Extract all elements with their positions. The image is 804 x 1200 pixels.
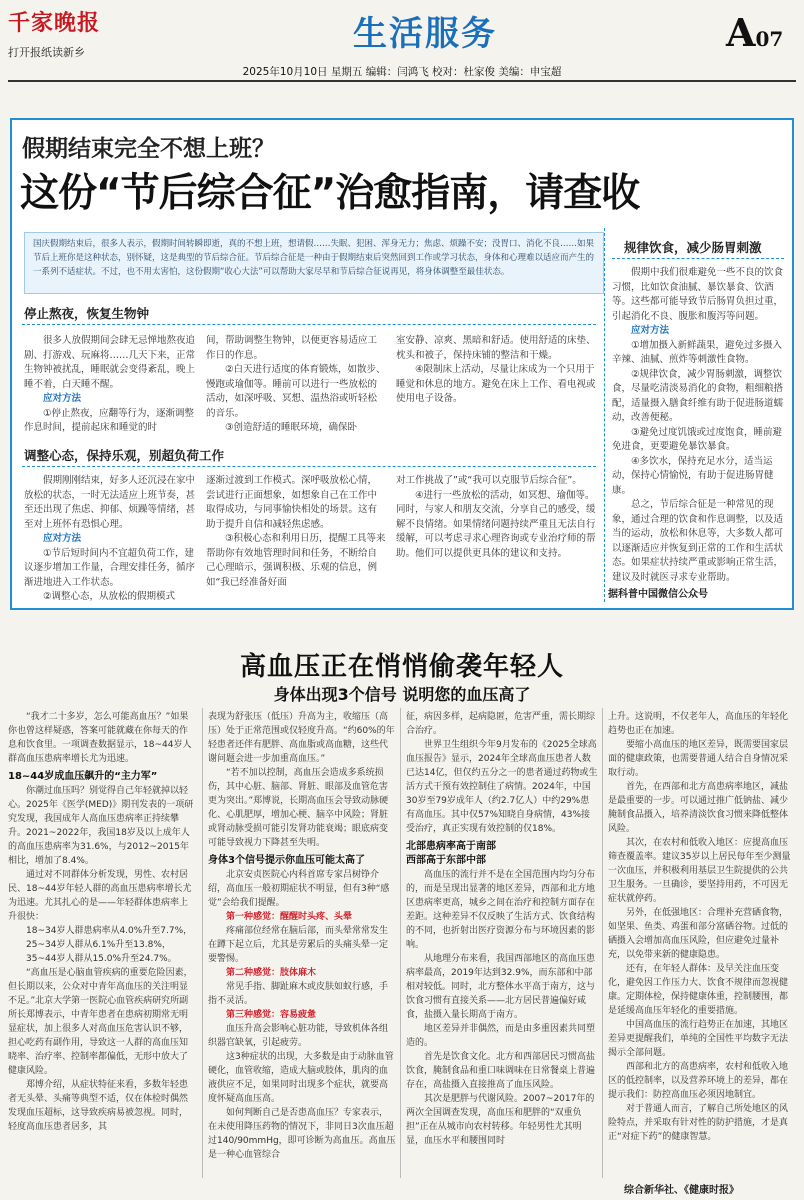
newspaper-logo: 千家晚报 [8, 10, 101, 36]
paragraph: 上升。这说明，不仅老年人，高血压的年轻化趋势也正在加速。 [608, 712, 789, 736]
paragraph: 西部和北方的高患病率，农村和低收入地区的低控制率，以及营养环境上的差异，都在提示我们：防控高血压必须因地制宜。 [608, 1062, 789, 1100]
paragraph: 对工作挑战了”或“我可以克服节后综合征”。 [396, 475, 582, 486]
article2-col3 [406, 710, 598, 1196]
masthead [0, 0, 804, 80]
paragraph: 这3种症状的出现，大多数是由于动脉血管硬化，血管收缩，造成大脑或肢体，肌肉的血液供应不足，如果同时出现多个症状，就要高度怀疑高血压高。 [208, 1052, 394, 1104]
paragraph: 从地理分布来看，我国西部地区的高血压患病率最高，2019年达到32.9%，而东部和中部相对较低。同时，北方整体水平高于南方，这与饮食习惯有直接关系——北方居民普遍偏好咸食，盐摄入量长期高于南方。 [406, 954, 596, 1020]
paragraph: 假期中我们很难避免一些不良的饮食习惯，比如饮食油腻、暴饮暴食、饮酒等。这些都可能导致节后肠胃负担过重，引起消化不良、腹胀和腹泻等问题。 [612, 267, 784, 322]
paragraph: 你潮过血压吗？别觉得自己年轻就掉以轻心。2025年《医学(MED)》期刊发表的一项研究发现，我国成年人高血压患病率正持续攀升。2021~2022年，我国18岁及以上成年人的高血压患病率为31.6%，与2012~2015年相比，增加了8.4%。 [8, 786, 194, 866]
stat-line: 18~34岁人群患病率从4.0%升至7.7%， [26, 926, 193, 936]
sec1-col1 [24, 334, 196, 446]
page-number [726, 10, 783, 55]
paragraph: ①增加摄入新鲜蔬果，避免过多摄入辛辣、油腻、煎炸等刺激性食物。 [612, 339, 783, 365]
subheading: 北部患病率高于南部 [406, 841, 496, 852]
paragraph: “我才二十多岁，怎么可能高血压？”如果你也曾这样疑惑，答案可能就藏在你每天的作息和饮食里。一项调查数据显示，18~44岁人群高血压患病率增长尤为迅速。 [8, 712, 192, 764]
subheading: 身体3个信号提示你血压可能太高了 [208, 855, 365, 866]
paragraph: 表现为舒张压（低压）升高为主，收缩压（高压）处于正常范围或仅轻度升高。“约60%的年轻患者还伴有肥胖、高血脂或高血糖，这些代谢问题会进一步加重高血压。” [208, 712, 395, 764]
paragraph: 血压升高会影响心脏功能，导致机体各组织器官缺氧，引起疲劳。 [208, 1024, 389, 1048]
paragraph: 征，病因多样，起病隐匿，危害严重，需长期综合治疗。 [406, 712, 596, 736]
paragraph: 通过对不同群体分析发现，男性、农村居民、18~44岁年轻人群的高血压患病率增长尤为迅速。尤其扎心的是——年轻群体患病率上升很快： [8, 870, 192, 922]
paragraph: 高血压的流行并不是在全国范围内均匀分布的，而是呈现出显著的地区差异，西部和北方地区患病率更高，城乡之间在治疗和控制方面存在差距。这种差异不仅反映了生活方式、饮食结构的不同，也折射出医疗资源分布与环境因素的影响。 [406, 870, 596, 950]
paragraph: ④限制床上活动，尽量让床成为一个只用于睡觉和休息的地方。避免在床上工作、看电视或使用电子设备。 [396, 364, 596, 404]
paragraph: “高血压是心脑血管疾病的重要危险因素，但长期以来，公众对中青年高血压的关注明显不足。”北京大学第一医院心血管疾病研究所副所长郑博表示，中青年患者在患病初期常无明显症状，加上很多人对高血压危害认识不够，担心吃药有副作用，导致这一人群的高血压知晓率、治疗率、控制率都偏低，无形中放大了健康风险。 [8, 968, 193, 1076]
paragraph: “若不加以控制，高血压会造成多系统损伤，其中心脏、脑部、肾脏、眼部及血管危害更为突出。”郑博说，长期高血压会导致动脉硬化、心肌肥厚，增加心梗、脑卒中风险；肾脏或肾动脉受损可能引发肾功能衰竭；眼底病变可能导致视力下降甚至失明。 [208, 768, 389, 848]
paragraph: 总之，节后综合征是一种常见的现象，通过合理的饮食和作息调整，以及适当的运动，放松和休息等，大多数人都可以逐渐适应并恢复到正常的工作和生活状态。如果症状持续严重或影响正常生活，建议及时就医寻求专业帮助。 [612, 499, 784, 582]
article1-credit: 据科普中国微信公众号 [608, 589, 708, 600]
masthead-rule [8, 80, 796, 82]
paragraph: 首先，在西部和北方高患病率地区，减盐是最重要的一步。可以通过推广低钠盐、减少腌制食品摄入，培养清淡饮食习惯来降低整体风险。 [608, 782, 789, 834]
stat-line: 35~44岁人群从15.0%升至24.7%。 [26, 954, 177, 964]
sec1-col2 [206, 334, 386, 446]
paragraph: 另外，在低强地区：合理补充营硒食物，如坚果、鱼类、鸡蛋和部分富硒谷物。过低的硒摄入会增加高血压风险，但应避免过量补充，以免带来新的健康隐患。 [608, 908, 789, 960]
column-divider [202, 708, 203, 1178]
divider [22, 466, 596, 467]
paragraph: ①停止熬夜，应翻等行为，逐渐调整作息时间，提前起床和睡觉的时 [24, 407, 195, 433]
paragraph: ①节后短时间内不宜超负荷工作，建议逐步增加工作量，合理安排任务，循序渐进地进入工作状态。 [24, 547, 196, 588]
paragraph: 对于普通人而言，了解自己所处地区的风险特点，并采取有针对性的防护措施，才是真正“对症下药”的健康智慧。 [608, 1104, 789, 1142]
article2-title: 高血压正在悄悄偷袭年轻人 [239, 652, 564, 682]
page-digits: 07 [755, 27, 784, 51]
article2-col2 [208, 710, 396, 1196]
byline: 2025年10月10日 星期五 编辑：闫鸿飞 校对：杜家俊 美编：申宝超 [242, 66, 562, 78]
paragraph: 间，帮助调整生物钟，以便更容易适应工作日的作息。 [206, 335, 378, 361]
symptom-heading: 第二种感觉：肢体麻木 [226, 968, 317, 978]
column-divider [604, 228, 605, 602]
paragraph: 中国高血压的流行趋势正在加速，其地区差异更提醒我们，单纯的全国性平均数字无法揭示全部问题。 [608, 1020, 789, 1058]
method-label: 应对方法 [43, 533, 82, 544]
paragraph: ④进行一些放松的活动，如冥想、瑜伽等。同时，与家人和朋友交流，分享自己的感受，缓解不良情绪。如果情绪问题持续严重且无法自行缓解，可以考虑寻求心理咨询或专业治疗师的帮助。他们可以提供更具体的建议和支持。 [396, 489, 596, 559]
section-heading-mindset: 调整心态，保持乐观，别超负荷工作 [24, 448, 225, 463]
sec1-col3 [396, 334, 596, 446]
page-letter: A [726, 10, 756, 55]
method-label: 应对方法 [631, 325, 670, 336]
article1-intro: 国庆假期结束后，很多人表示，假期时间转瞬即逝，真的不想上班，想请假……失眠、犯困、浑身无力；焦虑、烦躁不安；没胃口、消化不良……如果节后上班你是这种状态，别怀疑，这是典型的节后综合征。节后综合征是一种由于假期结束后突然回到工作或学习状态，身体和心理难以适应而产生的一系列不适症状。不过，也不用太害怕，这份假期“收心大法”可以帮助大家尽早和节后综合征说再见，将身体调整至最佳状态。 [24, 232, 604, 294]
article2-col1 [8, 710, 196, 1196]
section-heading-sleep: 停止熬夜，恢复生物钟 [24, 306, 150, 321]
section-title: 生活服务 [353, 14, 497, 54]
paragraph: ②规律饮食，减少胃肠刺激，调整饮食，尽量吃清淡易消化的食物，粗细粮搭配，适量摄入膳食纤维有助于促进肠道蠕动，改善便秘。 [612, 368, 784, 423]
divider [22, 324, 596, 325]
paragraph: 世界卫生组织今年9月发布的《2025全球高血压报告》显示，2024年全球高血压患者人数已达14亿，但仅约五分之一的患者通过药物或生活方式干预有效控制住了病情。2024年，中国30岁至79岁成年人（约2.7亿人）中约29%患有高血压。其中仅57%知晓自身病情，43%接受治疗，真正实现有效控制的仅18%。 [406, 740, 598, 834]
paragraph: 首先是饮食文化。北方和西部居民习惯高盐饮食，腌制食品和重口味调味在日常餐桌上普遍存在，高盐摄入直接推高了血压风险。 [406, 1052, 596, 1090]
sec2-col2 [206, 474, 386, 604]
article2-credit: 综合新华社、《健康时报》 [624, 1185, 739, 1196]
paragraph: ③避免过度饥饿或过度饱食，睡前避免进食，更要避免暴饮暴食。 [612, 426, 783, 452]
paragraph: ③积极心态和利用日历，提醒工具等来帮助你有效地管理时间和任务，不断给自己心理暗示，强调积极、乐观的信息，例如“我已经准备好面 [206, 533, 386, 588]
method-label: 应对方法 [43, 393, 82, 404]
paragraph: 如何判断自己是否患高血压？专家表示，在未使用降压药物的情况下，非同日3次血压超过140/90mmHg，即可诊断为高血压。高血压是一种心血管综合 [208, 1108, 396, 1160]
column-divider [400, 708, 401, 1178]
paragraph: 疼痛部位经常在脑后部，而头晕常常发生在蹲下起立后，尤其是劳累后的头痛头晕一定要警惕。 [208, 926, 389, 964]
article1-kicker: 假期结束完全不想上班？ [22, 135, 275, 162]
paragraph: 要缩小高血压的地区差异，既需要国家层面的健康政策，也需要普通人结合自身情况采取行动。 [608, 740, 789, 778]
paragraph: 很多人放假期间会肆无忌惮地熬夜追剧、打游戏、玩麻将……几天下来，正常生物钟被扰乱，睡眠就会变得紊乱，晚上睡不着，白天睡不醒。 [24, 335, 196, 390]
column-divider [602, 708, 603, 1178]
paragraph: 其次，在农村和低收入地区：应提高血压筛查覆盖率。建议35岁以上居民每年至少测量一次血压，并积极利用基层卫生院提供的公共卫生服务。一旦确诊，要坚持用药，不可因无症状就停药。 [608, 838, 791, 904]
paragraph: ②调整心态，从放松的假期模式 [43, 591, 176, 602]
slogan: 打开报纸读新乡 [8, 46, 85, 59]
paragraph: 郑博介绍，从症状特征来看，多数年轻患者无头晕、头痛等典型不适，仅在体检时偶然发现血压超标，这导致疾病易被忽视。同时，轻度高血压患者居多，其 [8, 1080, 189, 1132]
symptom-heading: 第一种感觉：醒醒时头疼、头晕 [226, 912, 353, 922]
paragraph: 假期刚刚结束，好多人还沉浸在家中放松的状态，一时无法适应上班节奏，甚至还出现了焦虑、抑郁、烦躁等情绪，甚至对上班怀有恐惧心理。 [24, 475, 196, 530]
paragraph: ④多饮水，保持充足水分，适当运动，保持心情愉悦，有助于促进肠胃健康。 [612, 455, 774, 496]
paragraph: 常见手指、脚趾麻木或皮肤如蚁行感，手指不灵活。 [208, 982, 389, 1006]
article2-col4 [608, 710, 796, 1180]
stat-line: 25~34岁人群从6.1%升至13.8%， [26, 940, 171, 950]
paragraph: ③创造舒适的睡眠环境，确保卧 [225, 422, 358, 433]
paragraph: 逐渐过渡到工作模式。深呼吸放松心情，尝试进行正面想象，如想象自己在工作中取得成功，与同事愉快相处的场景。这有助于提升自信和减轻焦虑感。 [206, 475, 378, 530]
subheading: 西部高于东部中部 [406, 855, 486, 866]
paragraph: 北京安贞医院心内科首席专家吕树铮介绍，高血压一般初期症状不明显，但有3种“感觉”会给我们提醒。 [208, 870, 390, 908]
symptom-heading: 第三种感觉：容易疲惫 [226, 1010, 317, 1020]
paragraph: ②白天进行适度的体育锻炼，如散步、慢跑或瑜伽等。睡前可以进行一些放松的活动，如深呼吸、冥想、温热浴或听轻松的音乐。 [206, 364, 386, 419]
paragraph: 室安静、凉爽、黑暗和舒适。使用舒适的床垫、枕头和被子，保持床铺的整洁和干燥。 [396, 335, 596, 361]
paragraph: 其次是肥胖与代谢风险。2007~2017年的两次全国调查发现，高血压和肥胖的“双重负担”正在从城市向农村转移。年轻男性尤其明显，血压水平和腰围同时 [406, 1094, 595, 1146]
article1-headline: 这份“节后综合征”治愈指南，请查收 [20, 171, 640, 216]
paragraph: 还有，在年轻人群体：及早关注血压变化，避免因工作压力大、饮食不规律而忽视健康。定期体检，保持健康体重，控制腰围，都是延缓高血压年轻化的重要措施。 [608, 964, 789, 1016]
article2-subtitle: 身体出现3个信号 说明您的血压高了 [273, 685, 531, 704]
paragraph: 地区差异并非偶然，而是由多重因素共同塑造的。 [406, 1024, 596, 1048]
section-heading-diet: 规律饮食，减少肠胃刺激 [624, 240, 762, 255]
sec2-col3 [396, 474, 596, 604]
sec3-col [612, 266, 784, 582]
divider [612, 258, 784, 259]
subheading: 18~44岁成血压飙升的“主力军” [8, 771, 158, 782]
sec2-col1 [24, 474, 196, 604]
